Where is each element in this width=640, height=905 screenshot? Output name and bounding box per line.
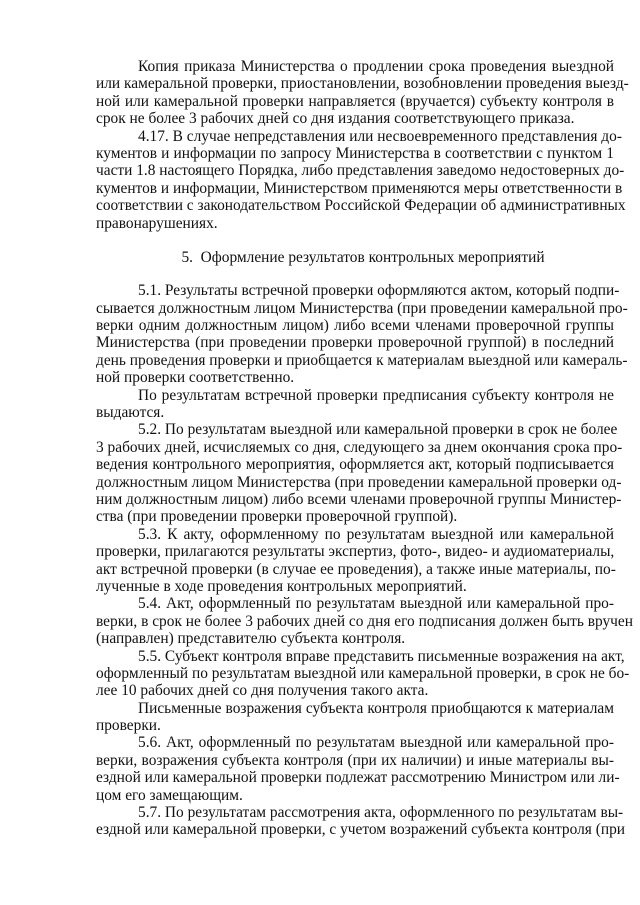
text-line: 5.2. По результатам выездной или камеральной проверки в срок не более [138, 421, 618, 439]
section-heading: 5. Оформление результатов контрольных мероприятий [181, 248, 545, 266]
text-line: По результатам встречной проверки предписания субъекту контроля не [138, 386, 614, 404]
text-line: верки одним должностным лицом) либо всеми членами проверочной группы [96, 317, 614, 335]
text-line: ведения контрольного мероприятия, оформляется акт, который подписывается [96, 456, 614, 474]
text-line: 5.5. Субъект контроля вправе представить письменные возражения на акт, [138, 647, 625, 665]
text-line: 5.4. Акт, оформленный по результатам выездной или камеральной про- [138, 595, 614, 613]
text-line: соответствии с законодательством Российской Федерации об административных [96, 197, 626, 215]
text-line: Министерства (при проведении проверки проверочной группой) в последний [96, 334, 614, 352]
text-line: 5.1. Результаты встречной проверки оформляются актом, который подпи- [138, 282, 620, 300]
text-line: акт встречной проверки (в случае ее проведения), а также иные материалы, по- [96, 560, 616, 578]
text-line: 5.6. Акт, оформленный по результатам выездной или камеральной про- [138, 734, 614, 752]
text-line: лее 10 рабочих дней со дня получения такого акта. [96, 682, 429, 700]
paragraph [96, 421, 623, 526]
document-body [96, 58, 633, 839]
text-line: сывается должностным лицом Министерства (при проведении камеральной про- [96, 299, 628, 317]
text-line: выдаются. [96, 404, 165, 422]
text-line: срок не более 3 рабочих дней со дня издания соответствующего приказа. [96, 110, 575, 128]
text-line: ства (при проведении проверки проверочной группой). [96, 508, 458, 526]
paragraph [96, 700, 614, 735]
text-line: должностным лицом Министерства (при проведении камеральной проверки од- [96, 473, 622, 491]
paragraph [96, 647, 630, 700]
text-line: ним должностным лицом) либо всеми членами проверочной группы Министер- [96, 490, 622, 508]
text-line: 4.17. В случае непредставления или несвоевременного представления до- [138, 127, 622, 145]
text-line: части 1.8 настоящего Порядка, либо представления заведомо недостоверных до- [96, 162, 625, 180]
text-line: проверки. [96, 717, 161, 735]
text-line: верки, возражения субъекта контроля (при их наличии) и иные материалы вы- [96, 751, 614, 769]
text-line: ной проверки соответственно. [96, 369, 295, 387]
text-line: ной или камеральной проверки направляется (вручается) субъекту контроля в [96, 92, 614, 110]
text-line: оформленный по результатам выездной или камеральной проверки, в срок не бо- [96, 664, 630, 682]
text-line: кументов и информации по запросу Министерства в соответствии с пунктом 1 [96, 144, 614, 162]
text-line: лученные в ходе проведения контрольных мероприятий. [96, 577, 467, 595]
text-line: кументов и информации, Министерством применяются меры ответственности в [96, 179, 623, 197]
text-line: или камеральной проверки, приостановлении, возобновлении проведения выезд- [96, 75, 629, 93]
text-line: 5.7. По результатам рассмотрения акта, оформленного по результатам вы- [138, 804, 624, 822]
paragraph [96, 282, 628, 387]
text-line: 5.3. К акту, оформленному по результатам выездной или камеральной [138, 525, 614, 543]
text-line: 3 рабочих дней, исчисляемых со дня, следующего за днем окончания срока про- [96, 438, 623, 456]
paragraph [96, 526, 614, 596]
text-line: (направлен) представителю субъекта контроля. [96, 630, 406, 648]
paragraph [96, 127, 626, 232]
paragraph [96, 58, 629, 128]
text-line: Письменные возражения субъекта контроля приобщаются к материалам [138, 699, 614, 717]
text-line: день проведения проверки и приобщается к материалам выездной или камераль- [96, 351, 628, 369]
paragraph [96, 734, 620, 804]
text-line: цом его замещающим. [96, 786, 243, 804]
text-line: проверки, прилагаются результаты экспертиз, фото-, видео- и аудиоматериалы, [96, 543, 615, 561]
text-line: верки, в срок не более 3 рабочих дней со дня его подписания должен быть вручен [96, 612, 633, 630]
text-line: ездной или камеральной проверки, с учетом возражений субъекта контроля (при [96, 821, 626, 839]
text-line: Копия приказа Министерства о продлении срока проведения выездной [138, 58, 614, 75]
text-line: правонарушениях. [96, 214, 218, 232]
paragraph [96, 387, 614, 422]
paragraph [96, 595, 633, 648]
paragraph [96, 804, 626, 839]
text-line: ездной или камеральной проверки подлежат рассмотрению Министром или ли- [96, 769, 620, 787]
